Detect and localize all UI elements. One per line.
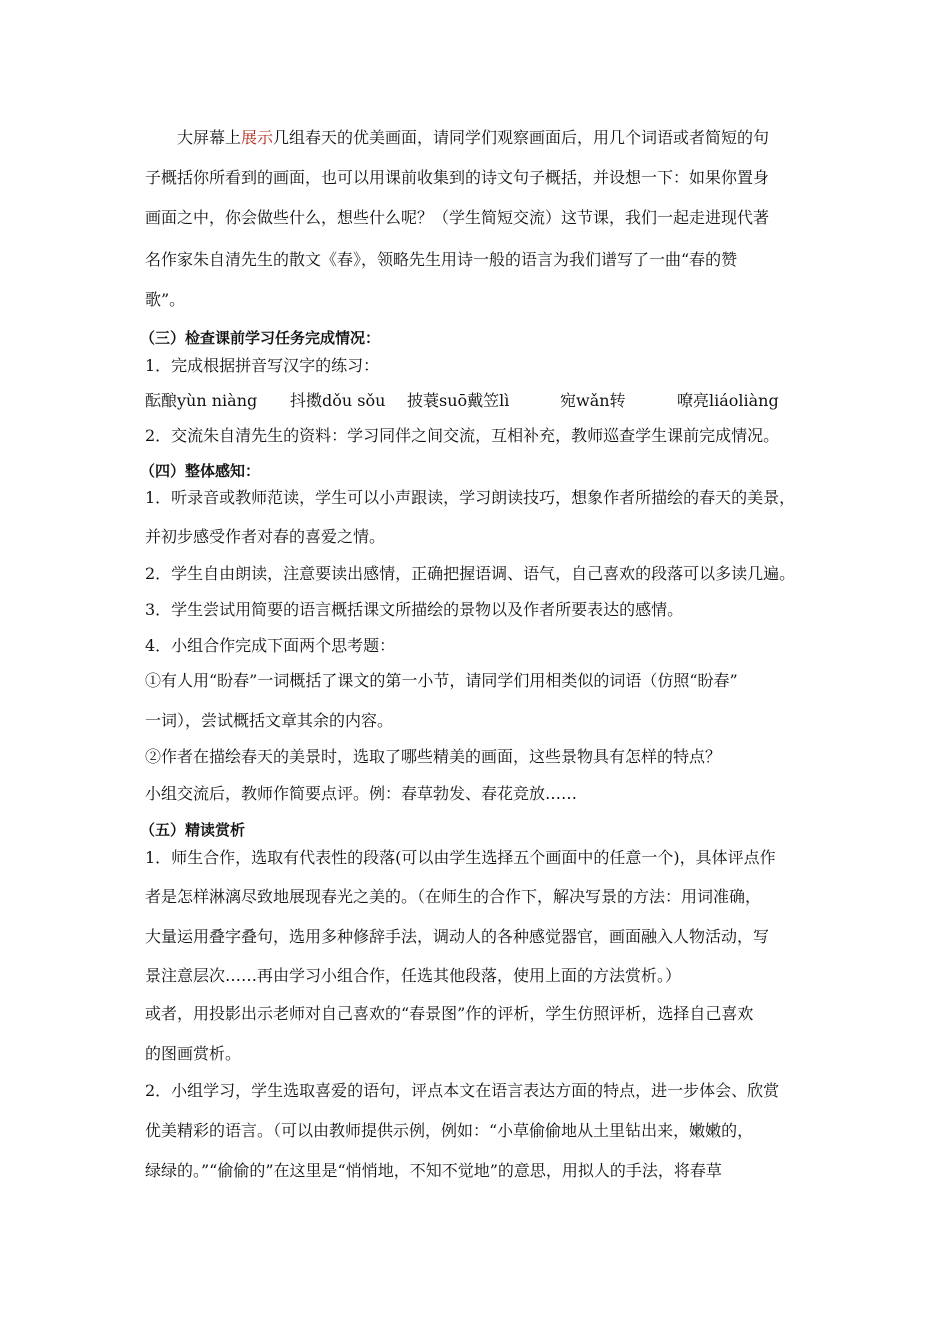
section-5-item-1-line-4: 景注意层次……再由学习小组合作，任选其他段落，使用上面的方法赏析。） <box>145 966 682 985</box>
pinyin-word: 酝酿yùn niàng <box>145 391 258 410</box>
intro-line-2: 子概括你所看到的画面，也可以用课前收集到的诗文句子概括，并设想一下：如果你置身 <box>145 168 770 187</box>
section-5-item-1-line-3: 大量运用叠字叠句，选用多种修辞手法，调动人的各种感觉器官，画面融入人物活动，写 <box>145 927 770 946</box>
intro-line-5: 歌”。 <box>145 290 186 309</box>
section-4-heading: （四）整体感知： <box>140 462 261 480</box>
section-5-heading: （五）精读赏析 <box>140 821 246 839</box>
question-1-line-2: 一词），尝试概括文章其余的内容。 <box>145 711 394 730</box>
section-4-summary: 小组交流后，教师作简要点评。例：春草勃发、春花竞放…… <box>145 784 578 803</box>
section-3-item-2: 2．交流朱自清先生的资料：学习同伴之间交流，互相补充，教师巡查学生课前完成情况。 <box>145 426 780 445</box>
section-4-item-1-line-1: 1．听录音或教师范读，学生可以小声跟读，学习朗读技巧，想象作者所描绘的春天的美景， <box>145 488 796 507</box>
pinyin-word: 抖擞dǒu sǒu <box>290 391 386 410</box>
intro-line-3: 画面之中，你会做些什么，想些什么呢？（学生简短交流）这节课，我们一起走进现代著 <box>145 208 770 227</box>
section-4-item-3: 3．学生尝试用简要的语言概括课文所描绘的景物以及作者所要表达的感情。 <box>145 600 684 619</box>
section-5-item-1-line-1: 1．师生合作，选取有代表性的段落(可以由学生选择五个画面中的任意一个)，具体评点作 <box>145 848 776 867</box>
section-5-alt-line-1: 或者，用投影出示老师对自己喜欢的“春景图”作的评析，学生仿照评析，选择自己喜欢 <box>145 1004 754 1023</box>
section-5-item-2-line-3: 绿绿的。”“偷偷的”在这里是“悄悄地，不知不觉地”的意思，用拟人的手法，将春草 <box>145 1161 722 1180</box>
intro-line-4: 名作家朱自清先生的散文《春》，领略先生用诗一般的语言为我们谱写了一曲“春的赞 <box>145 250 738 269</box>
section-3-heading: （三）检查课前学习任务完成情况： <box>140 329 381 347</box>
section-4-item-2: 2．学生自由朗读，注意要读出感情，正确把握语调、语气，自己喜欢的段落可以多读几遍。 <box>145 564 796 583</box>
question-1-line-1: ①有人用“盼春”一词概括了课文的第一小节，请同学们用相类似的词语（仿照“盼春” <box>145 671 738 690</box>
highlighted-text: 展示 <box>241 128 274 147</box>
section-5-item-2-line-2: 优美精彩的语言。（可以由教师提供示例，例如：“小草偷偷地从土里钻出来，嫩嫩的， <box>145 1121 754 1140</box>
pinyin-word: 宛wǎn转 <box>560 391 626 410</box>
section-3-item-1: 1．完成根据拼音写汉字的练习： <box>145 356 380 375</box>
text: 几组春天的优美画面，请同学们观察画面后，用几个词语或者简短的句 <box>273 128 770 147</box>
intro-line-1 <box>177 128 769 148</box>
pinyin-word: 嘹亮liáoliàng <box>677 391 779 410</box>
pinyin-word: 披蓑suō戴笠lì <box>407 391 510 410</box>
section-4-item-1-line-2: 并初步感受作者对春的喜爱之情。 <box>145 527 386 546</box>
section-5-alt-line-2: 的图画赏析。 <box>145 1044 242 1063</box>
question-2: ②作者在描绘春天的美景时，选取了哪些精美的画面，这些景物具有怎样的特点？ <box>145 747 722 766</box>
section-4-item-4: 4．小组合作完成下面两个思考题： <box>145 636 396 655</box>
section-5-item-2-line-1: 2．小组学习，学生选取喜爱的语句，评点本文在语言表达方面的特点，进一步体会、欣赏 <box>145 1081 780 1100</box>
text: 大屏幕上 <box>177 128 242 147</box>
section-5-item-1-line-2: 者是怎样淋漓尽致地展现春光之美的。（在师生的合作下，解决写景的方法：用词准确， <box>145 887 762 906</box>
